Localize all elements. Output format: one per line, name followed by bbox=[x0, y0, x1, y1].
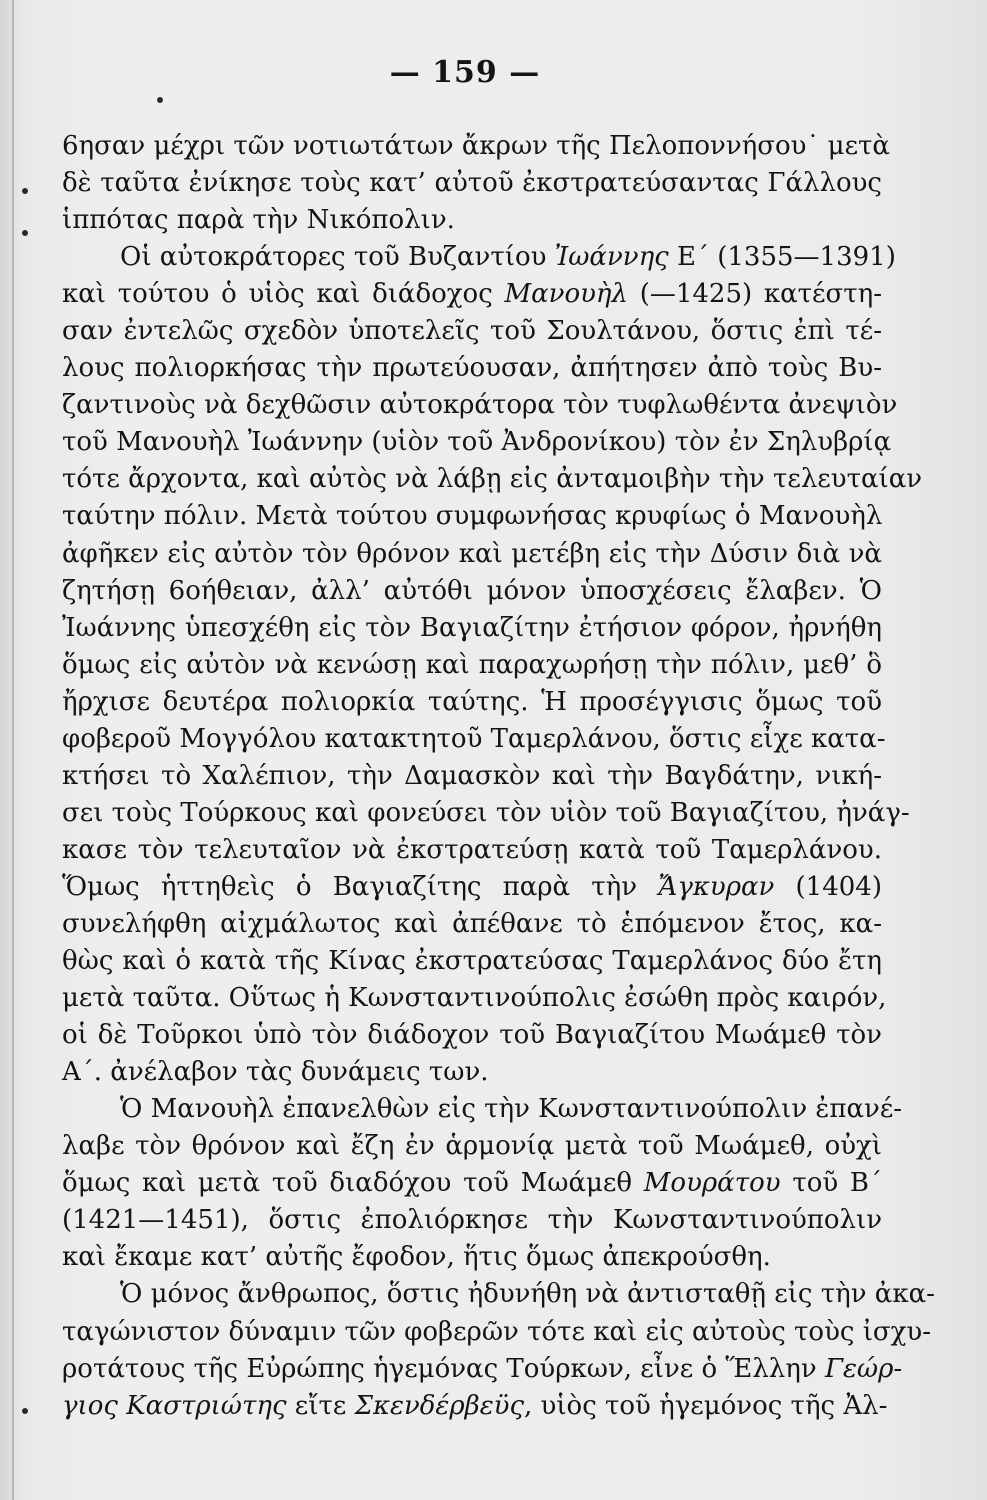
text-line: ταγώνιστον δύναμιν τῶν φοβερῶν τότε καὶ εἰς αὐτοὺς τοὺς ἰσχυ- bbox=[62, 1316, 931, 1347]
text-segment: Ὅμως ἡττηθεὶς ὁ Βαγιαζίτης παρὰ τὴν bbox=[62, 871, 659, 902]
text-line: ζητήσῃ 6οήθειαν, ἀλλ’ αὐτόθι μόνον ὑποσχέσεις ἔλαβεν. Ὁ bbox=[62, 575, 882, 606]
italic-segment: γιος Καστριώτης bbox=[62, 1390, 287, 1421]
text-segment: ροτάτους τῆς Εὐρώπης ἡγεμόνας Τούρκων, εἶνε ὁ Ἕλλην bbox=[62, 1353, 825, 1384]
text-line: Ἰωάννης ὑπεσχέθη εἰς τὸν Βαγιαζίτην ἐτήσιον φόρον, ἠρνήθη bbox=[62, 612, 882, 643]
text-line: σαν ἐντελῶς σχεδὸν ὑποτελεῖς τοῦ Σουλτάνου, ὅστις ἐπὶ τέ- bbox=[62, 316, 882, 347]
margin-speck bbox=[157, 97, 163, 103]
text-segment: ὅμως καὶ μετὰ τοῦ διαδόχου τοῦ Μωάμεθ bbox=[62, 1168, 644, 1199]
margin-speck bbox=[22, 230, 28, 236]
text-line: θὼς καὶ ὁ κατὰ τῆς Κίνας ἐκστρατεύσας Ταμερλάνος δύο ἔτη bbox=[62, 946, 882, 977]
italic-segment: Ἰωάννης bbox=[554, 242, 669, 273]
text-line: ἀφῆκεν εἰς αὐτὸν τὸν θρόνον καὶ μετέβη εἰς τὴν Δύσιν διὰ νὰ bbox=[62, 538, 882, 569]
body-text bbox=[62, 128, 935, 1425]
text-line: ζαντινοὺς νὰ δεχθῶσιν αὐτοκράτορα τὸν τυφλωθέντα ἀνεψιὸν bbox=[62, 390, 898, 421]
text-line bbox=[62, 1165, 882, 1202]
text-segment: καὶ τούτου ὁ υἱὸς καὶ διάδοχος bbox=[62, 279, 505, 310]
text-line: μετὰ ταῦτα. Οὕτως ἡ Κωνσταντινούπολις ἐσώθη πρὸς καιρόν, bbox=[62, 983, 887, 1014]
text-segment: , υἱὸς τοῦ ἡγεμόνος τῆς Ἀλ- bbox=[524, 1390, 888, 1421]
text-line bbox=[62, 869, 882, 906]
text-line: Ὁ μόνος ἄνθρωπος, ὅστις ἠδυνήθη νὰ ἀντισταθῇ εἰς τὴν ἀκα- bbox=[120, 1279, 935, 1310]
text-line: Ὁ Μανουὴλ ἐπανελθὼν εἰς τὴν Κωνσταντινούπολιν ἐπανέ- bbox=[120, 1094, 903, 1125]
text-line: συνελήφθη αἰχμάλωτος καὶ ἀπέθανε τὸ ἑπόμενον ἔτος, κα- bbox=[62, 908, 882, 939]
text-line: ταύτην πόλιν. Μετὰ τούτου συμφωνήσας κρυφίως ὁ Μανουὴλ bbox=[62, 501, 883, 532]
text-line: τότε ἄρχοντα, καὶ αὐτὸς νὰ λάβῃ εἰς ἀνταμοιβὴν τὴν τελευταίαν bbox=[62, 464, 923, 495]
text-line: 6ησαν μέχρι τῶν νοτιωτάτων ἄκρων τῆς Πελοποννήσου˙ μετὰ bbox=[62, 131, 890, 161]
text-segment: (—1425) κατέστη- bbox=[627, 279, 883, 310]
text-segment: Οἱ αὐτοκράτορες τοῦ Βυζαντίου bbox=[120, 242, 555, 273]
text-line bbox=[62, 1351, 903, 1388]
text-segment: τοῦ Β΄ bbox=[780, 1168, 882, 1199]
text-line bbox=[62, 239, 896, 276]
text-line: λαβε τὸν θρόνον καὶ ἔζη ἐν ἁρμονίᾳ μετὰ τοῦ Μωάμεθ, οὐχὶ bbox=[62, 1131, 882, 1162]
italic-segment: Ἄγκυραν bbox=[658, 871, 775, 902]
text-line: ἱππότας παρὰ τὴν Νικόπολιν. bbox=[62, 205, 455, 236]
text-line: τοῦ Μανουὴλ Ἰωάννην (υἱὸν τοῦ Ἀνδρονίκου) τὸν ἐν Σηλυβρίᾳ bbox=[62, 427, 892, 458]
text-segment: εἴτε bbox=[286, 1390, 355, 1421]
text-segment: Ε΄ (1355—1391) bbox=[668, 242, 896, 273]
italic-segment: Μανουὴλ bbox=[504, 279, 628, 310]
text-segment: (1404) bbox=[774, 871, 882, 902]
text-line: ἤρχισε δευτέρα πολιορκία ταύτης. Ἡ προσέγγισις ὅμως τοῦ bbox=[62, 686, 882, 717]
text-line: κασε τὸν τελευταῖον νὰ ἐκστρατεύσῃ κατὰ τοῦ Ταμερλάνου. bbox=[62, 834, 882, 865]
text-line: κτήσει τὸ Χαλέπιον, τὴν Δαμασκὸν καὶ τὴν Βαγδάτην, νική- bbox=[62, 760, 882, 791]
text-line: δὲ ταῦτα ἐνίκησε τοὺς κατ’ αὐτοῦ ἐκστρατεύσαντας Γάλλους bbox=[62, 168, 882, 199]
margin-speck bbox=[22, 188, 28, 194]
italic-segment: Μουράτου bbox=[643, 1168, 781, 1199]
text-line: φοβεροῦ Μογγόλου κατακτητοῦ Ταμερλάνου, ὅστις εἶχε κατα- bbox=[62, 723, 886, 754]
text-line: οἱ δὲ Τοῦρκοι ὑπὸ τὸν διάδοχον τοῦ Βαγιαζίτου Μωάμεθ τὸν bbox=[62, 1020, 882, 1051]
text-line: (1421—1451), ὅστις ἐπολιόρκησε τὴν Κωνσταντινούπολιν bbox=[62, 1205, 882, 1236]
text-line: λους πολιορκήσας τὴν πρωτεύουσαν, ἀπήτησεν ἀπὸ τοὺς Βυ- bbox=[62, 353, 882, 384]
text-line: Α΄. ἀνέλαβον τὰς δυνάμεις των. bbox=[62, 1057, 489, 1088]
italic-segment: Σκενδέρβεϋς bbox=[354, 1390, 525, 1421]
page-number: — 159 — bbox=[389, 55, 541, 90]
italic-segment: Γεώρ- bbox=[824, 1353, 903, 1384]
text-line: καὶ ἔκαμε κατ’ αὐτῆς ἔφοδον, ἥτις ὅμως ἀπεκρούσθη. bbox=[62, 1242, 771, 1273]
margin-speck bbox=[22, 1408, 28, 1414]
text-line bbox=[62, 1388, 888, 1425]
page-spine-edge bbox=[12, 0, 14, 1500]
text-line bbox=[62, 276, 882, 313]
text-line: ὅμως εἰς αὐτὸν νὰ κενώσῃ καὶ παραχωρήσῃ τὴν πόλιν, μεθ’ ὃ bbox=[62, 649, 882, 680]
text-line: σει τοὺς Τούρκους καὶ φονεύσει τὸν υἱὸν τοῦ Βαγιαζίτου, ἠνάγ- bbox=[62, 797, 910, 828]
